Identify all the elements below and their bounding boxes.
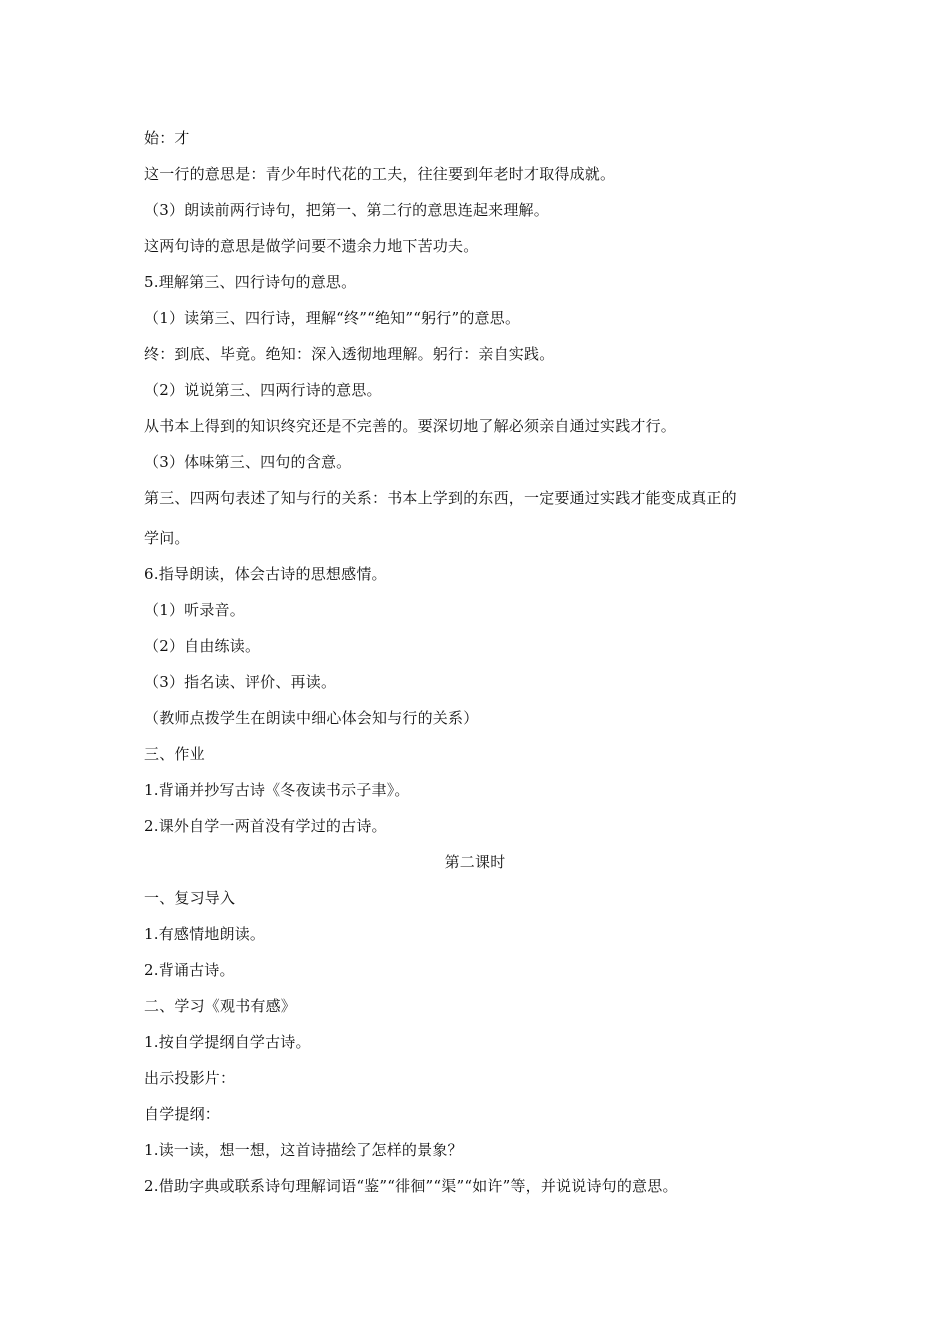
text-line: 这两句诗的意思是做学问要不遗余力地下苦功夫。: [144, 237, 479, 255]
text-line: 1.读一读，想一想，这首诗描绘了怎样的景象？: [144, 1141, 463, 1159]
section-heading: 一、复习导入: [144, 889, 236, 907]
text-line: 第三、四两句表述了知与行的关系：书本上学到的东西，一定要通过实践才能变成真正的: [144, 489, 737, 507]
text-line: （1）听录音。: [144, 601, 245, 619]
text-line: 2.课外自学一两首没有学过的古诗。: [144, 817, 387, 835]
text-line: （2）自由练读。: [144, 637, 261, 655]
text-line: 2.借助字典或联系诗句理解词语“鉴”“徘徊”“渠”“如许”等，并说说诗句的意思。: [144, 1177, 678, 1195]
text-line: 学问。: [144, 529, 190, 547]
text-line: （2）说说第三、四两行诗的意思。: [144, 381, 382, 399]
text-line: （教师点拨学生在朗读中细心体会知与行的关系）: [144, 709, 479, 727]
section-heading: 三、作业: [144, 745, 205, 763]
text-line: 出示投影片：: [144, 1069, 236, 1087]
text-line: 始：才: [144, 129, 190, 147]
text-line: 从书本上得到的知识终究还是不完善的。要深切地了解必须亲自通过实践才行。: [144, 417, 677, 435]
text-line: （1）读第三、四行诗，理解“终”“绝知”“躬行”的意思。: [144, 309, 521, 327]
lesson-title: 第二课时: [444, 853, 506, 871]
text-line: （3）体味第三、四句的含意。: [144, 453, 352, 471]
text-line: 1.背诵并抄写古诗《冬夜读书示子聿》。: [144, 781, 410, 799]
section-heading: 二、学习《观书有感》: [144, 997, 297, 1015]
text-line: （3）朗读前两行诗句，把第一、第二行的意思连起来理解。: [144, 201, 549, 219]
text-line: 1.按自学提纲自学古诗。: [144, 1033, 311, 1051]
text-line: 1.有感情地朗读。: [144, 925, 266, 943]
text-line: 5.理解第三、四行诗句的意思。: [144, 273, 357, 291]
text-line: 终：到底、毕竟。绝知：深入透彻地理解。躬行：亲自实践。: [144, 345, 555, 363]
text-line: 6.指导朗读，体会古诗的思想感情。: [144, 565, 387, 583]
text-line: 自学提纲：: [144, 1105, 221, 1123]
text-line: 这一行的意思是：青少年时代花的工夫，往往要到年老时才取得成就。: [144, 165, 616, 183]
text-line: （3）指名读、评价、再读。: [144, 673, 337, 691]
text-line: 2.背诵古诗。: [144, 961, 235, 979]
